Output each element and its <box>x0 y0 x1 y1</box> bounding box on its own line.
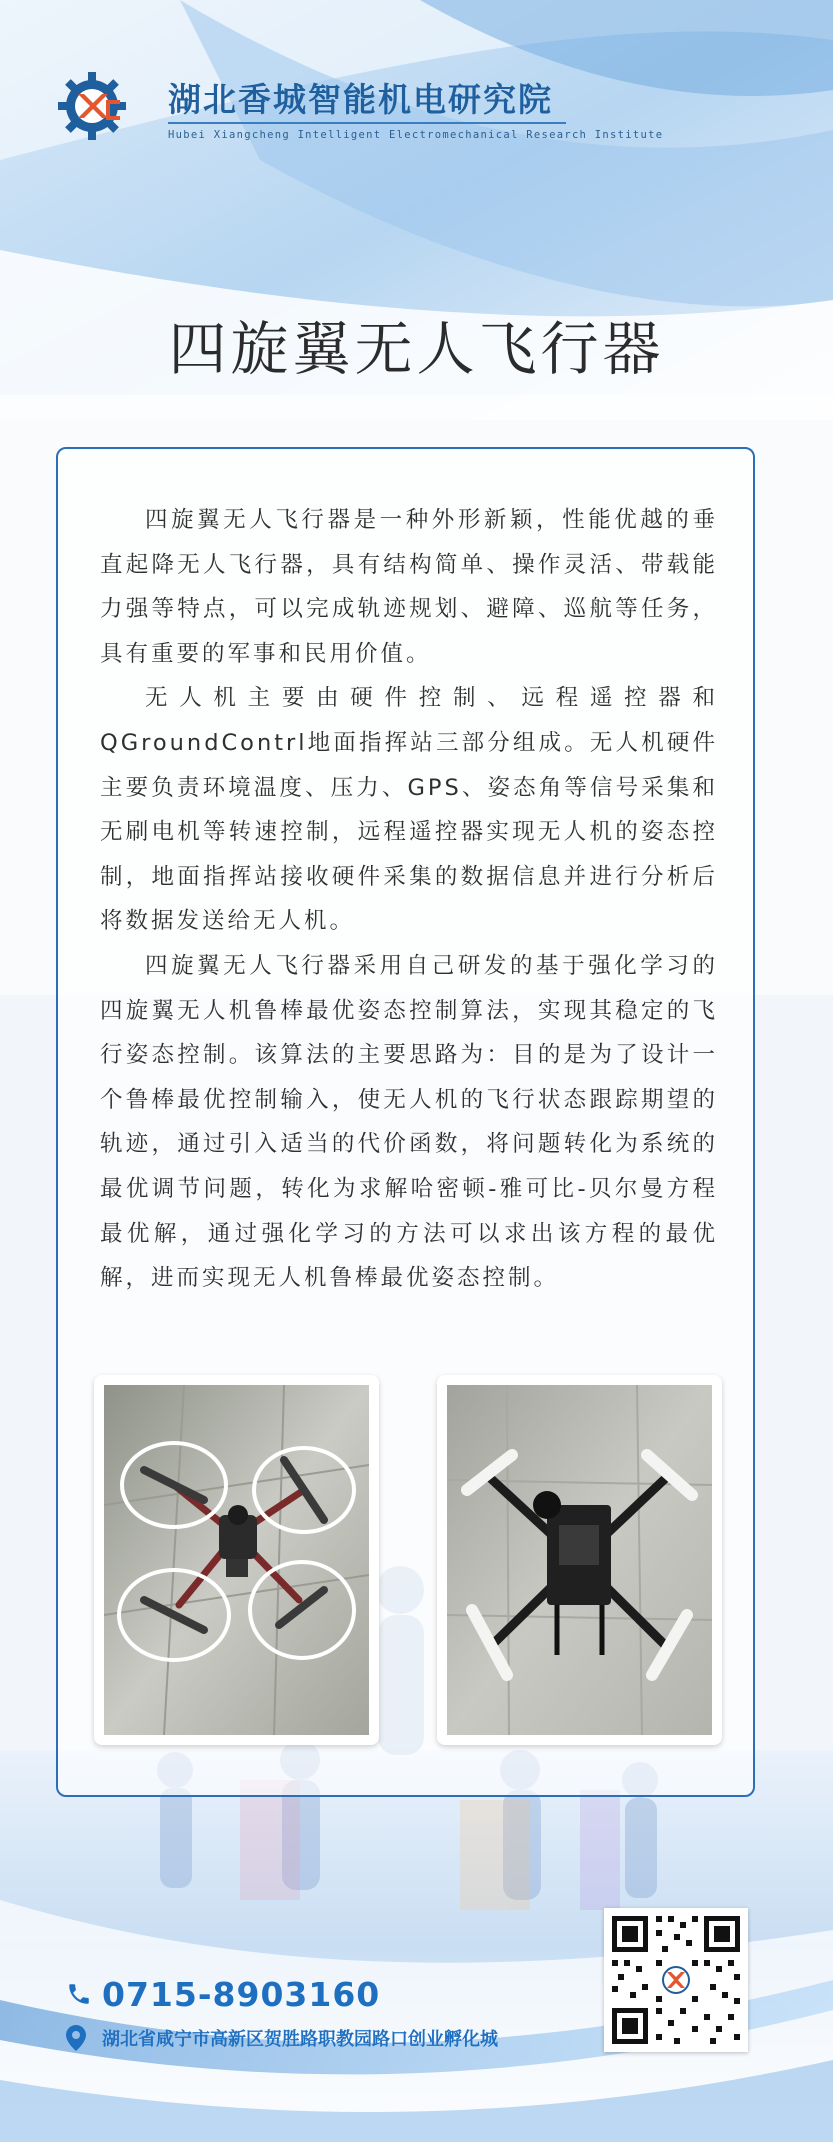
drone-photo-white-props <box>437 1375 722 1745</box>
paragraph-2: 无人机主要由硬件控制、远程遥控器和QGroundContrl地面指挥站三部分组成。无人机硬件主要负责环境温度、压力、GPS、姿态角等信号采集和无刷电机等转速控制，远程遥控器实现无人机的姿态控制，地面指挥站接收硬件采集的数据信息并进行分析后将数据发送给无人机。 <box>100 685 718 935</box>
phone-number[interactable]: 0715-8903160 <box>102 1974 381 2014</box>
phone-icon <box>66 1981 92 2007</box>
address-text: 湖北省咸宁市高新区贺胜路职教园路口创业孵化城 <box>102 2029 498 2050</box>
drone-photo-with-guards <box>94 1375 379 1745</box>
org-name: 湖北香城智能机电研究院 <box>168 80 553 119</box>
paragraph-1: 四旋翼无人飞行器是一种外形新颖，性能优越的垂直起降无人飞行器，具有结构简单、操作灵活、带载能力强等特点，可以完成轨迹规划、避障、巡航等任务，具有重要的军事和民用价值。 <box>100 507 718 667</box>
body-text <box>100 498 718 1301</box>
address-row <box>66 2022 498 2054</box>
gear-xc-logo-icon <box>56 70 128 142</box>
phone-row <box>66 1974 380 2014</box>
qr-code-icon[interactable] <box>604 1908 748 2052</box>
location-pin-icon <box>66 2025 86 2051</box>
org-name-en: Hubei Xiangcheng Intelligent Electromechanical Research Institute <box>168 129 664 141</box>
paragraph-3: 四旋翼无人飞行器采用自己研发的基于强化学习的四旋翼无人机鲁棒最优姿态控制算法，实现其稳定的飞行姿态控制。该算法的主要思路为：目的是为了设计一个鲁棒最优控制输入，使无人机的飞行状态跟踪期望的轨迹，通过引入适当的代价函数，将问题转化为系统的最优调节问题，转化为求解哈密顿-雅可比-贝尔曼方程最优解，通过强化学习的方法可以求出该方程的最优解，进而实现无人机鲁棒最优姿态控制。 <box>100 952 718 1292</box>
page-title: 四旋翼无人飞行器 <box>168 315 665 383</box>
org-underline <box>168 122 566 124</box>
